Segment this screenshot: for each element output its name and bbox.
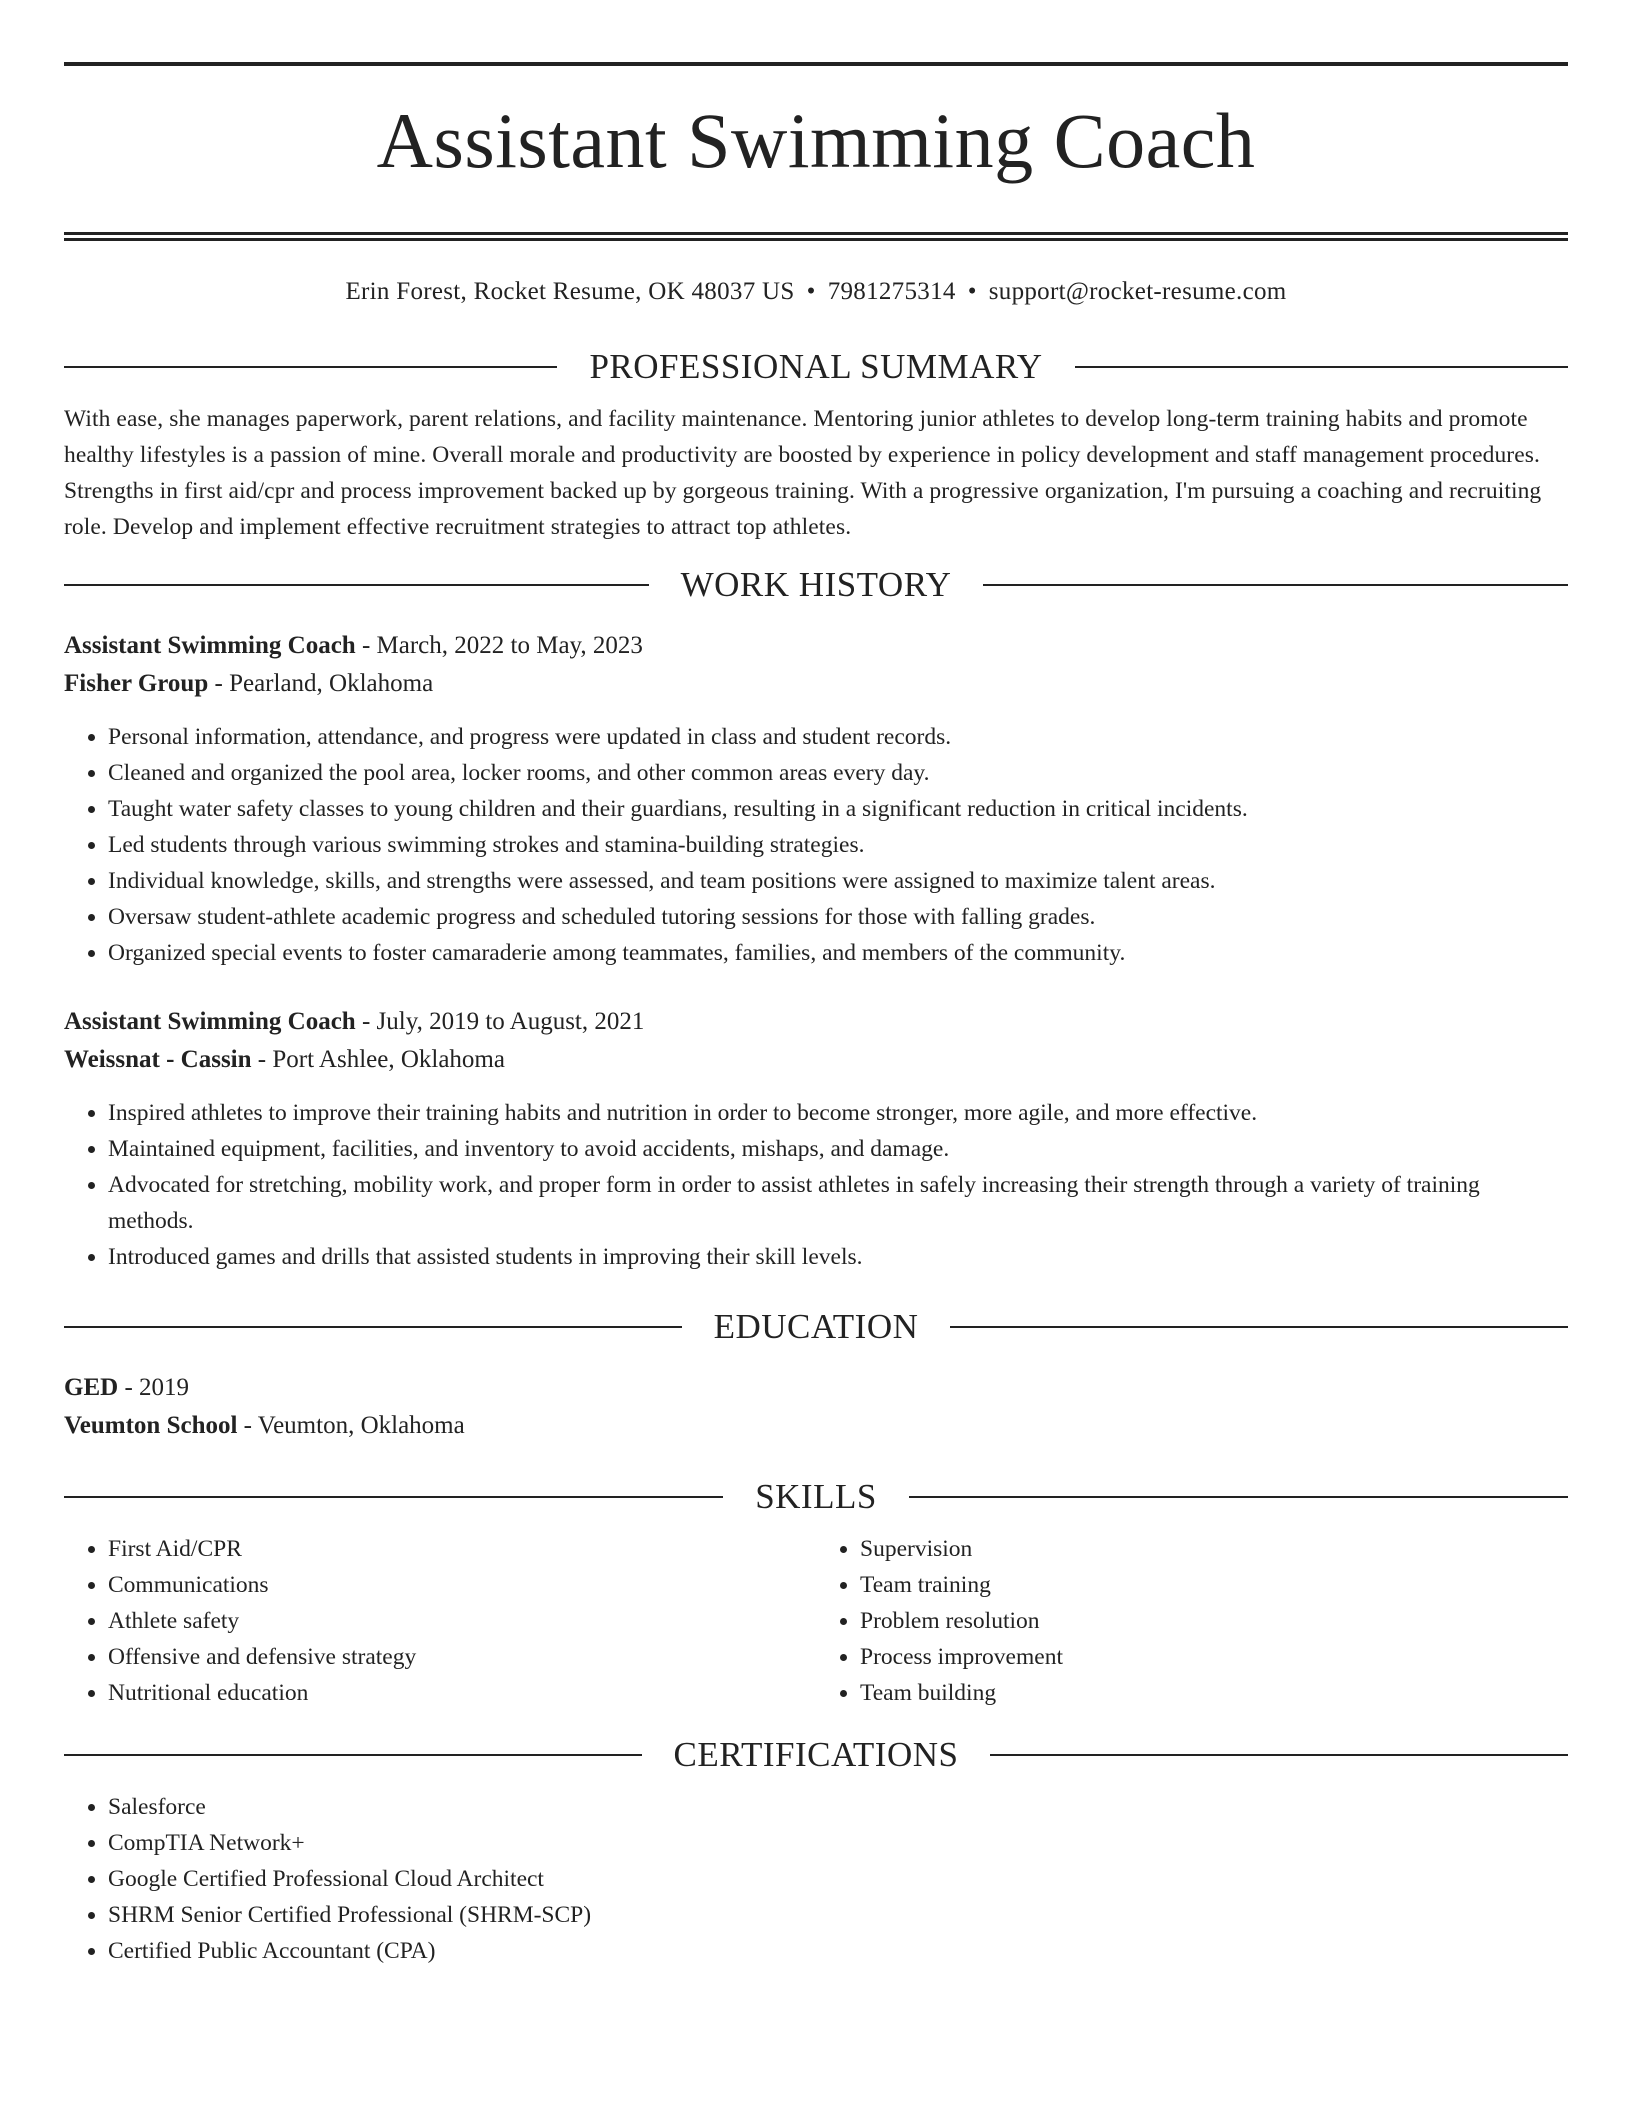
skill-item: • Problem resolution <box>860 1603 1568 1639</box>
heading-rule-right <box>909 1496 1568 1498</box>
job-bullets <box>64 1095 1568 1275</box>
section-title: WORK HISTORY <box>680 565 952 605</box>
skill-item: • Offensive and defensive strategy <box>108 1639 816 1675</box>
section-title: SKILLS <box>755 1477 877 1517</box>
school-name: Veumton School <box>64 1412 238 1440</box>
certification-item: • CompTIA Network+ <box>108 1825 1568 1861</box>
heading-rule-right <box>983 584 1568 586</box>
section-title: PROFESSIONAL SUMMARY <box>589 347 1043 387</box>
job-bullets <box>64 719 1568 971</box>
job-company: Weissnat - Cassin <box>64 1046 252 1074</box>
contact-line <box>64 277 1568 307</box>
resume-title: Assistant Swimming Coach <box>376 97 1256 184</box>
list-item: • Maintained equipment, facilities, and inventory to avoid accidents, mishaps, and damage. <box>108 1131 1568 1167</box>
section-heading-work-history <box>64 563 1568 607</box>
degree: GED <box>64 1374 119 1402</box>
certification-item: • Certified Public Accountant (CPA) <box>108 1933 1568 1969</box>
certification-item: • Salesforce <box>108 1789 1568 1825</box>
list-item: • Led students through various swimming strokes and stamina-building strategies. <box>108 827 1568 863</box>
job-title: Assistant Swimming Coach <box>64 632 356 660</box>
job-dates: - July, 2019 to August, 2021 <box>355 1008 645 1036</box>
heading-rule-left <box>64 584 649 586</box>
job-company: Fisher Group <box>64 670 209 698</box>
contact-email: support@rocket-resume.com <box>988 278 1287 306</box>
skill-item: • Communications <box>108 1567 816 1603</box>
degree-year: - 2019 <box>118 1374 190 1402</box>
degree-line <box>64 1369 1568 1407</box>
list-item: • Introduced games and drills that assisted students in improving their skill levels. <box>108 1239 1568 1275</box>
resume-page <box>64 62 1568 1993</box>
education-entry <box>64 1369 1568 1445</box>
skill-item: • Nutritional education <box>108 1675 816 1711</box>
skill-item: • Team building <box>860 1675 1568 1711</box>
section-heading-skills <box>64 1475 1568 1519</box>
list-item: • Organized special events to foster camaraderie among teammates, families, and members of the community. <box>108 935 1568 971</box>
job-dates: - March, 2022 to May, 2023 <box>355 632 643 660</box>
job-company-line <box>64 1041 1568 1079</box>
section-title: CERTIFICATIONS <box>673 1735 959 1775</box>
heading-rule-left <box>64 366 557 368</box>
skill-item: • First Aid/CPR <box>108 1531 816 1567</box>
skill-item: • Process improvement <box>860 1639 1568 1675</box>
heading-rule-right <box>950 1326 1568 1328</box>
list-item: • Individual knowledge, skills, and strengths were assessed, and team positions were assigned to maximize talent areas. <box>108 863 1568 899</box>
skills-grid <box>64 1531 1568 1711</box>
title-double-rule <box>64 232 1568 241</box>
section-heading-certifications <box>64 1733 1568 1777</box>
list-item: • Advocated for stretching, mobility work, and proper form in order to assist athletes in safely increasing their strength through a variety of training methods. <box>108 1167 1568 1239</box>
job-title-line <box>64 627 1568 665</box>
certification-item: • Google Certified Professional Cloud Architect <box>108 1861 1568 1897</box>
job-company-line <box>64 665 1568 703</box>
heading-rule-left <box>64 1496 723 1498</box>
top-rule <box>64 62 1568 66</box>
skills-left-column <box>64 1531 816 1711</box>
summary-text: With ease, she manages paperwork, parent relations, and facility maintenance. Mentoring junior athletes to develop long-term training habits and promote healthy lifestyles is a passion of mine. Overall morale and productivity are boosted by experience in policy development and staff management procedures. Strengths in first aid/cpr and process improvement backed up by gorgeous training. With a progressive organization, I'm pursuing a coaching and recruiting role. Develop and implement effective recruitment strategies to attract top athletes. <box>64 406 1542 541</box>
heading-rule-left <box>64 1326 682 1328</box>
contact-phone: 7981275314 <box>827 278 956 306</box>
list-item: • Oversaw student-athlete academic progress and scheduled tutoring sessions for those with falling grades. <box>108 899 1568 935</box>
job-entry <box>64 627 1568 971</box>
certification-item: • SHRM Senior Certified Professional (SHRM-SCP) <box>108 1897 1568 1933</box>
skill-item: • Team training <box>860 1567 1568 1603</box>
job-title-line <box>64 1003 1568 1041</box>
skills-right-column <box>816 1531 1568 1711</box>
list-item: • Personal information, attendance, and progress were updated in class and student records. <box>108 719 1568 755</box>
section-heading-summary <box>64 345 1568 389</box>
school-line <box>64 1407 1568 1445</box>
job-location: - Pearland, Oklahoma <box>208 670 434 698</box>
job-entry <box>64 1003 1568 1275</box>
skill-item: • Athlete safety <box>108 1603 816 1639</box>
heading-rule-right <box>990 1754 1568 1756</box>
school-location: - Veumton, Oklahoma <box>237 1412 465 1440</box>
section-heading-education <box>64 1305 1568 1349</box>
list-item: • Cleaned and organized the pool area, locker rooms, and other common areas every day. <box>108 755 1568 791</box>
job-title: Assistant Swimming Coach <box>64 1008 356 1036</box>
contact-separator: • <box>967 278 977 306</box>
list-item: • Inspired athletes to improve their training habits and nutrition in order to become stronger, more agile, and more effective. <box>108 1095 1568 1131</box>
list-item: • Taught water safety classes to young children and their guardians, resulting in a significant reduction in critical incidents. <box>108 791 1568 827</box>
job-location: - Port Ashlee, Oklahoma <box>251 1046 505 1074</box>
section-title: EDUCATION <box>713 1307 919 1347</box>
contact-separator: • <box>806 278 816 306</box>
heading-rule-left <box>64 1754 642 1756</box>
heading-rule-right <box>1075 366 1568 368</box>
skill-item: • Supervision <box>860 1531 1568 1567</box>
contact-address: Erin Forest, Rocket Resume, OK 48037 US <box>345 278 795 306</box>
certifications-list <box>64 1789 1568 1969</box>
